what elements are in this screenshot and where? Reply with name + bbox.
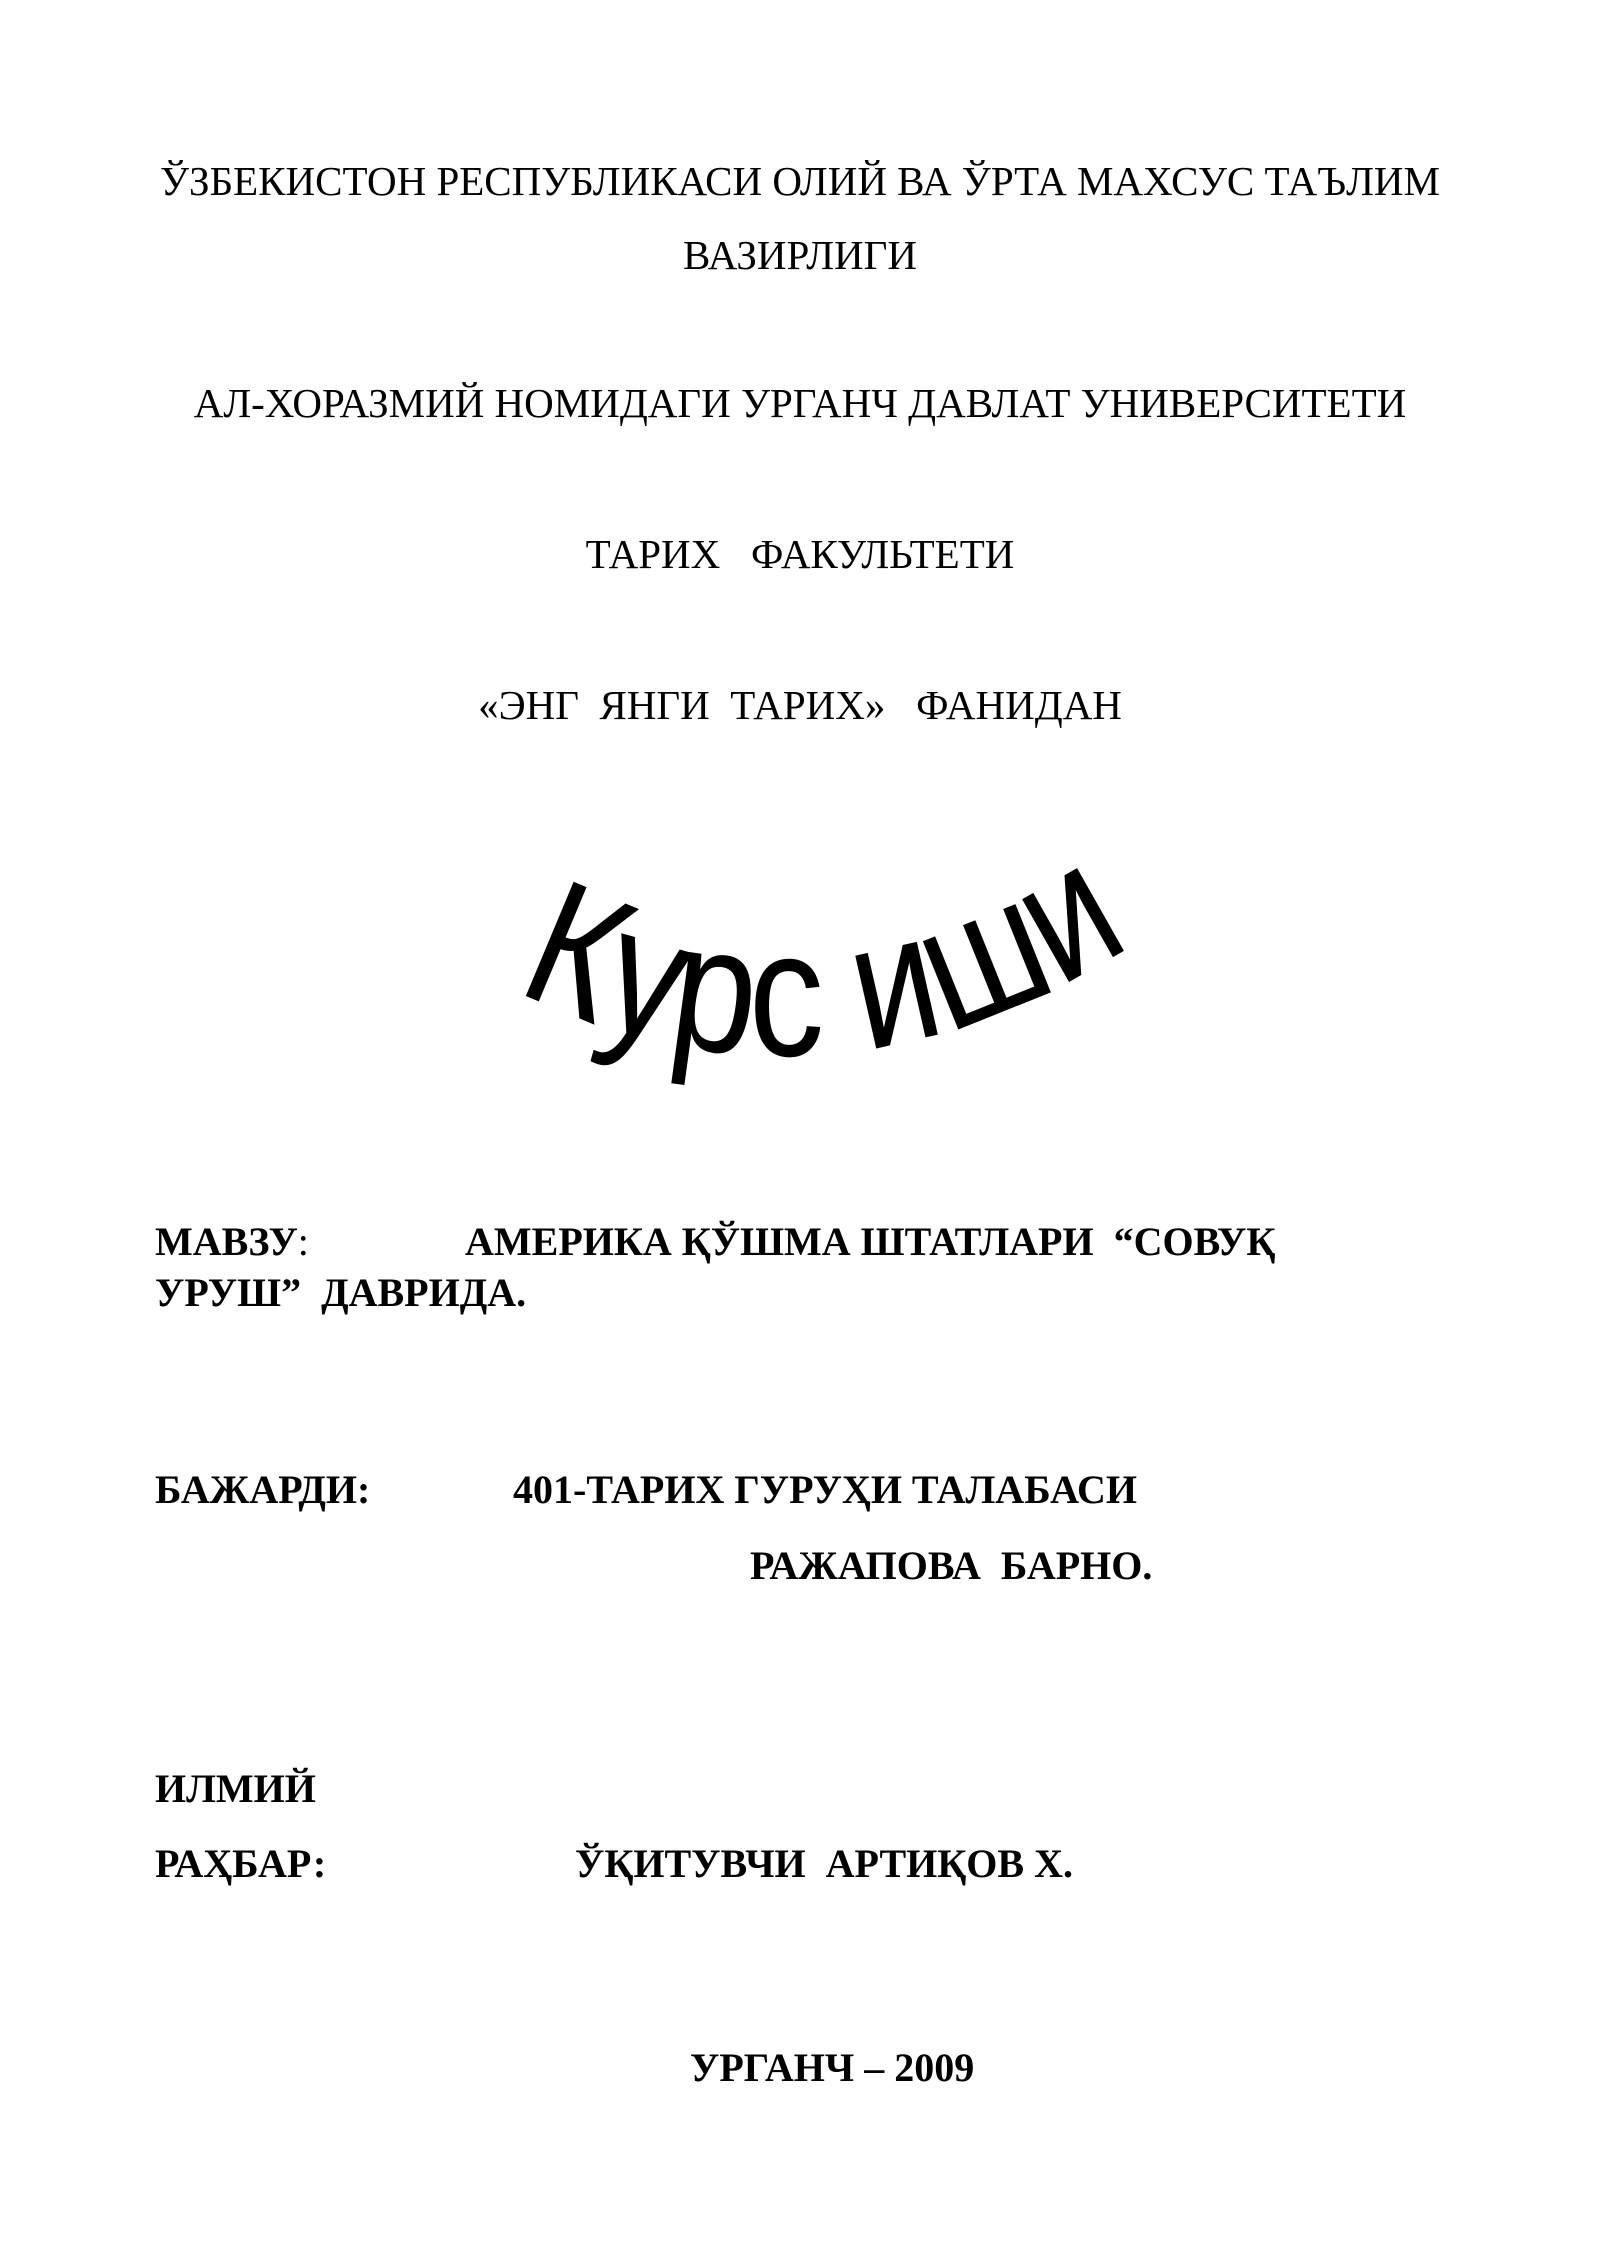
topic-label-colon: : [297, 1219, 309, 1264]
subject-name: «ЭНГ ЯНГИ ТАРИХ» ФАНИДАН [478, 682, 1122, 728]
supervisor-label-line1: ИЛМИЙ [155, 1766, 316, 1811]
topic-text-line2: УРУШ” ДАВРИДА. [155, 1270, 527, 1315]
university-name: АЛ-ХОРАЗМИЙ НОМИДАГИ УРГАНЧ ДАВЛАТ УНИВЕРСИТЕТИ [193, 380, 1407, 426]
student-name: РАЖАПОВА БАРНО. [750, 1543, 1153, 1588]
supervisor-label-line2: РАҲБАР: [155, 1841, 327, 1886]
topic-text-line1: АМЕРИКА ҚЎШМА ШТАТЛАРИ “СОВУҚ [465, 1219, 1276, 1264]
supervisor-name: ЎҚИТУВЧИ АРТИҚОВ Х. [575, 1841, 1073, 1886]
topic-label [155, 1219, 309, 1264]
faculty-name: ТАРИХ ФАКУЛЬТЕТИ [585, 531, 1015, 577]
topic-label-text: МАВЗУ [155, 1219, 298, 1264]
wordart-title-text [499, 796, 1167, 1098]
wordart-title [0, 0, 1600, 1100]
student-group: 401-ТАРИХ ГУРУҲИ ТАЛАБАСИ [513, 1467, 1138, 1512]
city-year: УРГАНЧ – 2009 [690, 2045, 975, 2090]
wordart-title-path: Курс иши [499, 796, 1167, 1098]
ministry-title-line1: ЎЗБЕКИСТОН РЕСПУБЛИКАСИ ОЛИЙ ВА ЎРТА МАХСУС ТАЪЛИМ [160, 158, 1440, 204]
performed-label: БАЖАРДИ: [155, 1467, 371, 1512]
ministry-title-line2: ВАЗИРЛИГИ [683, 232, 917, 278]
